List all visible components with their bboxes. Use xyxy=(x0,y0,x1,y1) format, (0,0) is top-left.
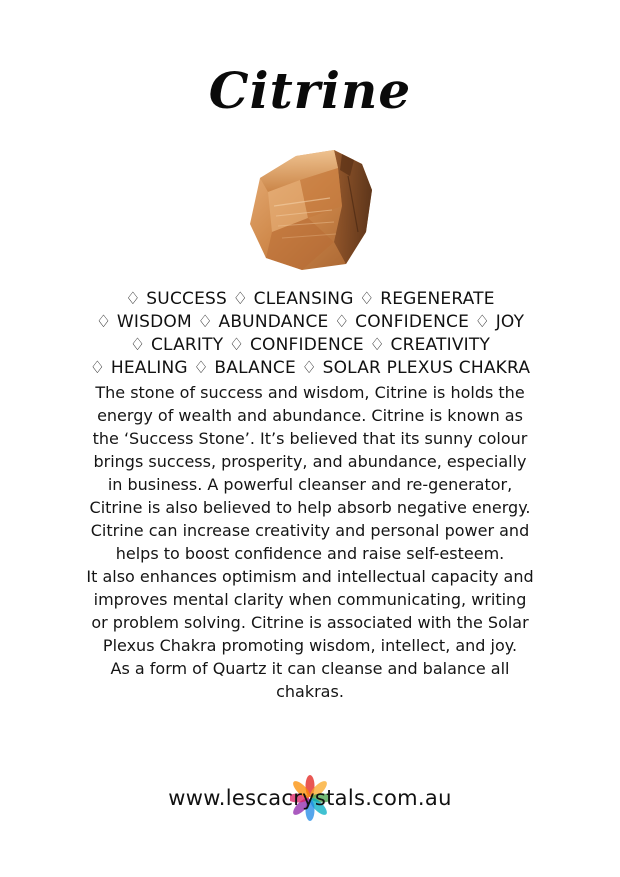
properties-line-1: ♢ SUCCESS ♢ CLEANSING ♢ REGENERATE xyxy=(125,289,495,309)
description-line: in business. A powerful cleanser and re-generator, xyxy=(107,475,513,494)
description-line: Plexus Chakra promoting wisdom, intellect, and joy. xyxy=(102,636,518,655)
description-line: The stone of success and wisdom, Citrine is holds the xyxy=(95,383,525,402)
footer xyxy=(0,784,620,824)
description-line: Citrine is also believed to help absorb negative energy. xyxy=(89,498,531,517)
description-line: improves mental clarity when communicating, writing xyxy=(93,590,527,609)
website-link[interactable]: www.lescacrystals.com.au xyxy=(168,786,452,810)
page-title: Citrine xyxy=(208,61,412,120)
properties-line-3: ♢ CLARITY ♢ CONFIDENCE ♢ CREATIVITY xyxy=(129,335,491,355)
description-line: the ‘Success Stone’. It’s believed that its sunny colour xyxy=(92,429,528,448)
description-line: chakras. xyxy=(276,682,344,701)
description-line: As a form of Quartz it can cleanse and balance all xyxy=(110,659,510,678)
description-line: or problem solving. Citrine is associated with the Solar xyxy=(91,613,529,632)
description-line: Citrine can increase creativity and personal power and xyxy=(90,521,530,540)
description-line: energy of wealth and abundance. Citrine is known as xyxy=(97,406,523,425)
description-line: helps to boost confidence and raise self-esteem. xyxy=(115,544,505,563)
properties-list xyxy=(40,288,580,380)
citrine-crystal-image xyxy=(238,146,388,274)
description-line: It also enhances optimism and intellectual capacity and xyxy=(86,567,534,586)
description-line: brings success, prosperity, and abundance, especially xyxy=(93,452,527,471)
properties-line-4: ♢ HEALING ♢ BALANCE ♢ SOLAR PLEXUS CHAKRA xyxy=(89,358,531,378)
properties-line-2: ♢ WISDOM ♢ ABUNDANCE ♢ CONFIDENCE ♢ JOY xyxy=(95,312,525,332)
description xyxy=(50,381,570,703)
